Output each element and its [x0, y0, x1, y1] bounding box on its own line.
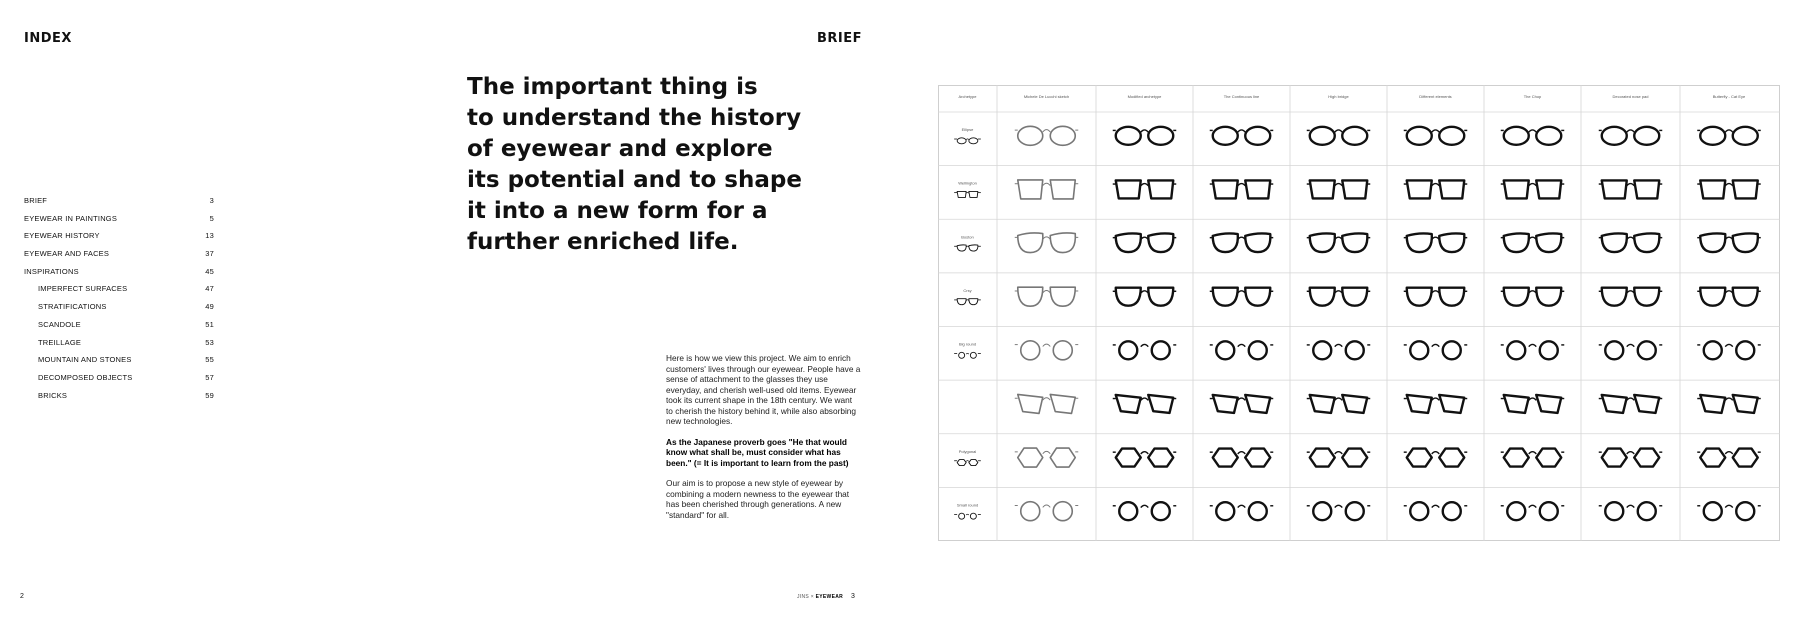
toc-item-label: EYEWEAR AND FACES	[24, 249, 110, 259]
glasses-icon	[954, 138, 981, 144]
glasses-icon	[1307, 395, 1371, 413]
glasses-icon	[1113, 395, 1177, 413]
glasses-icon	[1501, 395, 1565, 413]
footer-prefix: JINS ×	[797, 594, 814, 600]
glasses-icon	[1307, 449, 1371, 467]
glasses-icon	[1113, 127, 1177, 145]
glasses-icon	[1599, 502, 1663, 520]
toc-item-page: 5	[209, 213, 214, 223]
quote-line: its potential and to shape	[467, 167, 802, 193]
glasses-icon	[1697, 233, 1761, 252]
glasses-icon	[1307, 180, 1371, 198]
glasses-icon	[1599, 233, 1663, 252]
grid-row-label: Ellipse	[961, 127, 974, 132]
toc-item[interactable]	[24, 338, 214, 356]
toc-item[interactable]	[24, 214, 214, 232]
grid-row-label: Small round	[956, 502, 979, 508]
glasses-icon	[1210, 395, 1274, 413]
glasses-icon	[1113, 180, 1177, 198]
glasses-icon	[1501, 449, 1565, 467]
toc-item[interactable]	[24, 249, 214, 267]
glasses-icon	[1599, 395, 1663, 413]
glasses-icon	[1404, 341, 1468, 359]
toc-item-page: 37	[205, 249, 214, 259]
grid-row-label: Boston	[961, 234, 974, 240]
grid-row-label: Crsy	[963, 287, 972, 293]
glasses-icon	[1599, 180, 1663, 198]
glasses-icon	[1404, 180, 1468, 198]
grid-column-header: Archetype	[958, 94, 977, 99]
grid-column-header: High bridge	[1328, 94, 1349, 99]
glasses-icon	[1210, 233, 1274, 252]
toc-item-label: STRATIFICATIONS	[38, 302, 107, 312]
glasses-icon	[1210, 127, 1274, 145]
toc-item-page: 57	[205, 372, 214, 382]
brief-body	[666, 353, 861, 530]
toc-item[interactable]	[24, 355, 214, 373]
toc-item-label: SCANDOLE	[38, 319, 81, 329]
grid-column-header: The Chop	[1523, 94, 1542, 99]
toc-item[interactable]	[24, 267, 214, 285]
quote-line: it into a new form for a	[467, 198, 768, 224]
pull-quote	[467, 72, 807, 258]
glasses-icon	[1307, 502, 1371, 520]
grid-column-header: Modified archetype	[1127, 94, 1162, 99]
index-title: INDEX	[24, 31, 72, 46]
glasses-icon	[1015, 180, 1079, 199]
toc-item-label: BRICKS	[38, 390, 68, 400]
grid-row-label: Wellington	[958, 180, 977, 186]
toc-item-page: 47	[205, 284, 214, 294]
glasses-icon	[1697, 180, 1761, 198]
eyewear-grid	[938, 85, 1780, 541]
toc-item-page: 49	[205, 302, 214, 312]
glasses-icon	[1015, 233, 1079, 253]
brief-paragraph-1: Here is how we view this project. We aim to enrich customers' lives through our eyewear. People have a sense of attachment to the glasses they use everyday, and cherish well-used old items. Eyewear took its current shape in the 18th century. We want to cherish the history behind it, while also absorbing new technologies.	[666, 353, 861, 426]
quote-line: of eyewear and explore	[467, 136, 773, 162]
page-number-left: 2	[20, 593, 24, 600]
toc-item[interactable]	[24, 373, 214, 391]
toc-item-page: 55	[205, 355, 214, 365]
glasses-icon	[1210, 180, 1274, 198]
glasses-icon	[1015, 448, 1079, 467]
glasses-icon	[1599, 449, 1663, 467]
toc-item[interactable]	[24, 231, 214, 249]
glasses-icon	[1697, 341, 1761, 359]
glasses-icon	[1501, 127, 1565, 145]
glasses-icon	[954, 299, 981, 305]
glasses-icon	[1015, 341, 1079, 360]
quote-line: further enriched life.	[467, 229, 739, 255]
toc-item[interactable]	[24, 284, 214, 302]
toc-item-page: 45	[205, 266, 214, 276]
glasses-icon	[1307, 288, 1371, 306]
glasses-icon	[1307, 233, 1371, 252]
glasses-icon	[954, 245, 981, 251]
glasses-icon	[1307, 341, 1371, 359]
glasses-icon	[1599, 288, 1663, 306]
glasses-icon	[1210, 502, 1274, 520]
glasses-icon	[1210, 449, 1274, 467]
grid-frame	[939, 86, 1780, 541]
grid-column-header: Butterfly - Cat Eye	[1712, 94, 1746, 99]
glasses-icon	[1501, 180, 1565, 198]
glasses-icon	[1501, 288, 1565, 306]
glasses-icon	[1015, 502, 1079, 521]
glasses-icon	[1501, 502, 1565, 520]
toc-item-label: EYEWEAR HISTORY	[24, 231, 100, 241]
toc-item-label: INSPIRATIONS	[24, 266, 79, 276]
glasses-icon	[954, 191, 981, 197]
grid-column-header: Michele De Lucchi sketch	[1023, 94, 1070, 99]
glasses-icon	[1501, 341, 1565, 359]
glasses-icon	[1015, 287, 1079, 306]
brief-paragraph-3: Our aim is to propose a new style of eyewear by combining a modern newness to the eyewear that has been cherished through generations. A new "standard" for all.	[666, 478, 850, 520]
glasses-icon	[954, 460, 981, 466]
glasses-icon	[1599, 341, 1663, 359]
grid-column-header: Decorated nose pad	[1612, 94, 1649, 99]
toc-item[interactable]	[24, 320, 214, 338]
glasses-icon	[1404, 233, 1468, 252]
glasses-icon	[1113, 449, 1177, 467]
quote-line: The important thing is	[467, 74, 758, 100]
toc-item-page: 13	[205, 231, 214, 241]
grid-row-label: Big round	[958, 341, 977, 347]
glasses-icon	[1015, 394, 1079, 413]
glasses-icon	[1113, 502, 1177, 520]
glasses-icon	[1113, 288, 1177, 306]
glasses-icon	[954, 352, 981, 358]
toc-item-label: IMPERFECT SURFACES	[38, 284, 128, 294]
glasses-icon	[1599, 127, 1663, 145]
toc-item-page: 51	[205, 319, 214, 329]
page-number-right: 3	[851, 593, 855, 600]
footer-brand-name: EYEWEAR	[815, 594, 844, 600]
glasses-icon	[1697, 449, 1761, 467]
glasses-icon	[1697, 502, 1761, 520]
glasses-icon	[1210, 288, 1274, 306]
glasses-icon	[1113, 341, 1177, 359]
toc-item-label: DECOMPOSED OBJECTS	[38, 372, 133, 382]
glasses-icon	[1404, 395, 1468, 413]
grid-column-header: The Continuous line	[1223, 94, 1260, 99]
toc-item-page: 3	[209, 196, 214, 205]
table-of-contents	[24, 196, 214, 408]
glasses-icon	[1697, 395, 1761, 413]
glasses-icon	[1697, 127, 1761, 145]
toc-item[interactable]	[24, 391, 214, 409]
brief-paragraph-2: As the Japanese proverb goes "He that would know what shall be, must consider what has been." (= It is important to learn from the past)	[666, 436, 849, 468]
quote-line: to understand the history	[467, 105, 802, 131]
glasses-icon	[1404, 288, 1468, 306]
toc-item-label: MOUNTAIN AND STONES	[38, 355, 132, 365]
toc-item-label: EYEWEAR IN PAINTINGS	[24, 213, 118, 223]
glasses-icon	[954, 513, 981, 519]
glasses-icon	[1697, 288, 1761, 306]
toc-item-page: 59	[205, 390, 214, 400]
glasses-icon	[1307, 127, 1371, 145]
footer-brand	[797, 594, 843, 600]
glasses-icon	[1113, 233, 1177, 252]
grid-row-label: Polygonal	[958, 448, 977, 454]
grid-column-header: Different elements	[1419, 94, 1452, 99]
toc-item[interactable]	[24, 196, 214, 214]
toc-item-page: 53	[205, 337, 214, 347]
glasses-icon	[1404, 502, 1468, 520]
brief-title: BRIEF	[817, 31, 863, 46]
glasses-icon	[1501, 233, 1565, 252]
glasses-icon	[1404, 127, 1468, 145]
toc-item-label: TREILLAGE	[38, 337, 82, 347]
glasses-icon	[1015, 126, 1079, 145]
toc-item-label: BRIEF	[24, 196, 48, 205]
toc-item[interactable]	[24, 302, 214, 320]
glasses-icon	[1210, 341, 1274, 359]
glasses-icon	[1404, 449, 1468, 467]
